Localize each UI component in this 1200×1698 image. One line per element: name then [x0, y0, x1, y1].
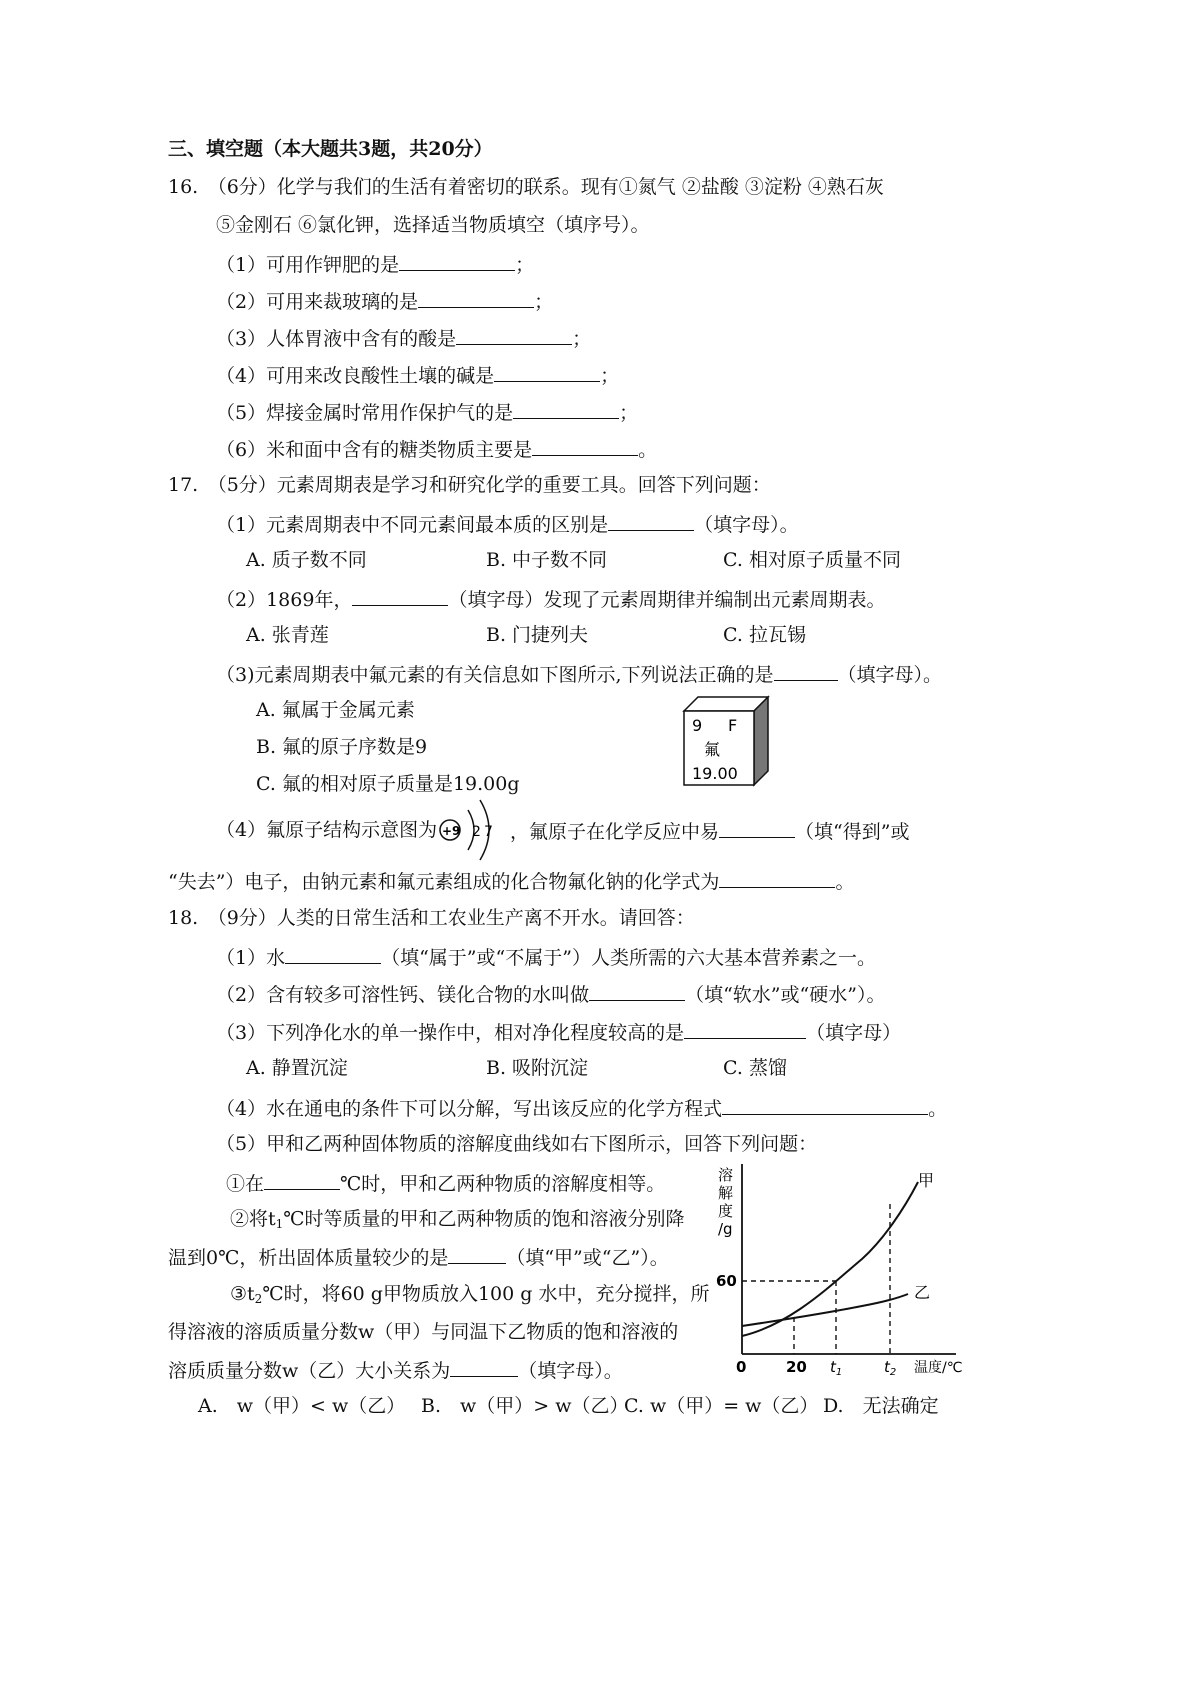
q18-p5-option-b: B. w（甲）> w（乙）: [421, 1395, 629, 1417]
y-axis-label-char-4: /g: [718, 1220, 733, 1238]
q18-p5-option-d: D. 无法确定: [823, 1395, 939, 1417]
q18-part-3: （3）下列净化水的单一操作中，相对净化程度较高的是 （填字母）: [216, 1018, 901, 1046]
q16-item-2: （2）可用来裁玻璃的是 ；: [216, 287, 553, 315]
q16-stem-line1: 16. （6分）化学与我们的生活有着密切的联系。现有①氮气 ②盐酸 ③淀粉 ④熟石灰: [168, 176, 884, 198]
q17-part-2: （2）1869年， （填字母）发现了元素周期律并编制出元素周期表。: [216, 585, 885, 613]
q17-p1-option-c: C. 相对原子质量不同: [723, 549, 901, 571]
q17-p3-option-a: A. 氟属于金属元素: [256, 699, 415, 721]
x-tick-t2: $t_2$: [884, 1358, 897, 1378]
q16-item-6: （6）米和面中含有的糖类物质主要是 。: [216, 435, 657, 463]
q18-p3-option-b: B. 吸附沉淀: [486, 1057, 589, 1079]
series-label-jia: 甲: [918, 1171, 935, 1190]
series-curve-yi: [742, 1294, 908, 1326]
q18-part-1: （1）水 （填“属于”或“不属于”）人类所需的六大基本营养素之一。: [216, 943, 876, 971]
q17-p3-option-c: C. 氟的相对原子质量是19.00g: [256, 773, 520, 795]
answer-blank[interactable]: [450, 1356, 518, 1377]
element-mass: 19.00: [692, 764, 738, 783]
q18-p5-sub-1: ①在 ℃时，甲和乙两种物质的溶解度相等。: [226, 1169, 665, 1197]
x-tick-0: 0: [736, 1358, 747, 1376]
q17-p2-option-b: B. 门捷列夫: [486, 624, 589, 646]
q18-stem: 18. （9分）人类的日常生活和工农业生产离不开水。请回答：: [168, 907, 695, 929]
answer-blank[interactable]: [774, 660, 838, 681]
q18-p5-sub-2-line2: 温到0℃，析出固体质量较少的是 （填“甲”或“乙”）。: [168, 1243, 669, 1271]
element-card-figure: [680, 693, 772, 789]
y-axis-label-char-3: 度: [718, 1202, 734, 1220]
series-label-yi: 乙: [914, 1283, 931, 1302]
answer-blank[interactable]: [589, 980, 685, 1001]
answer-blank[interactable]: [448, 1243, 506, 1264]
q18-p5-sub-3-line2: 得溶液的溶质质量分数w（甲）与同温下乙物质的饱和溶液的: [168, 1321, 679, 1343]
x-tick-t1: $t_1$: [830, 1358, 843, 1378]
answer-blank[interactable]: [719, 867, 835, 888]
q16-item-1: （1）可用作钾肥的是 ；: [216, 250, 534, 278]
section-title: 三、填空题（本大题共3题，共20分）: [168, 138, 493, 160]
shell-2-count: 7: [484, 824, 493, 840]
answer-blank[interactable]: [285, 943, 381, 964]
q18-p3-option-a: A. 静置沉淀: [246, 1057, 348, 1079]
q17-part-4-post: ，氟原子在化学反应中易 （填“得到”或: [510, 817, 909, 845]
q18-part-4: （4）水在通电的条件下可以分解，写出该反应的化学方程式 。: [216, 1094, 947, 1122]
q16-item-4: （4）可用来改良酸性土壤的碱是 ；: [216, 361, 619, 389]
answer-blank[interactable]: [399, 250, 515, 271]
x-axis-label: 温度/℃: [914, 1360, 963, 1376]
shell-1-count: 2: [472, 824, 481, 840]
answer-blank[interactable]: [513, 398, 619, 419]
answer-blank[interactable]: [456, 324, 572, 345]
q18-part-5-intro: （5）甲和乙两种固体物质的溶解度曲线如右下图所示，回答下列问题：: [216, 1133, 818, 1155]
q17-p3-option-b: B. 氟的原子序数是9: [256, 736, 428, 758]
fluorine-atom-diagram: [436, 796, 510, 864]
q17-part-1: （1）元素周期表中不同元素间最本质的区别是 （填字母）。: [216, 510, 799, 538]
answer-blank[interactable]: [719, 817, 795, 838]
solubility-chart: [712, 1164, 974, 1386]
q18-p5-sub-3-line3: 溶质质量分数w（乙）大小关系为 （填字母）。: [168, 1356, 623, 1384]
answer-blank[interactable]: [264, 1169, 340, 1190]
answer-blank[interactable]: [532, 435, 638, 456]
q16-item-3: （3）人体胃液中含有的酸是 ；: [216, 324, 591, 352]
q17-stem: 17. （5分）元素周期表是学习和研究化学的重要工具。回答下列问题：: [168, 474, 771, 496]
answer-blank[interactable]: [722, 1094, 928, 1115]
answer-blank[interactable]: [494, 361, 600, 382]
q18-part-2: （2）含有较多可溶性钙、镁化合物的水叫做 （填“软水”或“硬水”）。: [216, 980, 885, 1008]
x-tick-20: 20: [786, 1358, 807, 1376]
q17-part-4-line2: “失去”）电子，由钠元素和氟元素组成的化合物氟化钠的化学式为 。: [168, 867, 854, 895]
y-tick-60: 60: [716, 1272, 737, 1290]
q17-p1-option-a: A. 质子数不同: [246, 549, 367, 571]
q18-p5-option-c: C. w（甲）= w（乙）: [624, 1395, 819, 1417]
q18-p5-option-a: A. w（甲）< w（乙）: [198, 1395, 406, 1417]
q17-part-4-pre: （4）氟原子结构示意图为: [216, 819, 438, 841]
card-side-face: [754, 697, 768, 785]
element-number: 9: [692, 716, 703, 735]
q17-p2-option-a: A. 张青莲: [246, 624, 329, 646]
y-axis-label-char-2: 解: [718, 1184, 734, 1202]
element-name: 氟: [704, 740, 721, 759]
y-axis-label-char-1: 溶: [718, 1166, 734, 1184]
answer-blank[interactable]: [684, 1018, 806, 1039]
q17-part-3: （3)元素周期表中氟元素的有关信息如下图所示,下列说法正确的是 （填字母）。: [216, 660, 942, 688]
answer-blank[interactable]: [608, 510, 694, 531]
q18-p5-sub-3: $③t_2℃$时，将60 g甲物质放入100 g 水中，充分搅拌，所: [230, 1283, 710, 1306]
answer-blank[interactable]: [352, 585, 448, 606]
q17-p1-option-b: B. 中子数不同: [486, 549, 608, 571]
nucleus-charge: +9: [442, 824, 461, 838]
q16-stem-line2: ⑤金刚石 ⑥氯化钾，选择适当物质填空（填序号）。: [216, 214, 650, 236]
q16-item-5: （5）焊接金属时常用作保护气的是 ；: [216, 398, 638, 426]
q18-p5-sub-2: ②将$t_1℃$时等质量的甲和乙两种物质的饱和溶液分别降: [230, 1208, 685, 1231]
q18-p3-option-c: C. 蒸馏: [723, 1057, 787, 1079]
q17-p2-option-c: C. 拉瓦锡: [723, 624, 806, 646]
element-symbol: F: [728, 716, 738, 735]
answer-blank[interactable]: [418, 287, 534, 308]
